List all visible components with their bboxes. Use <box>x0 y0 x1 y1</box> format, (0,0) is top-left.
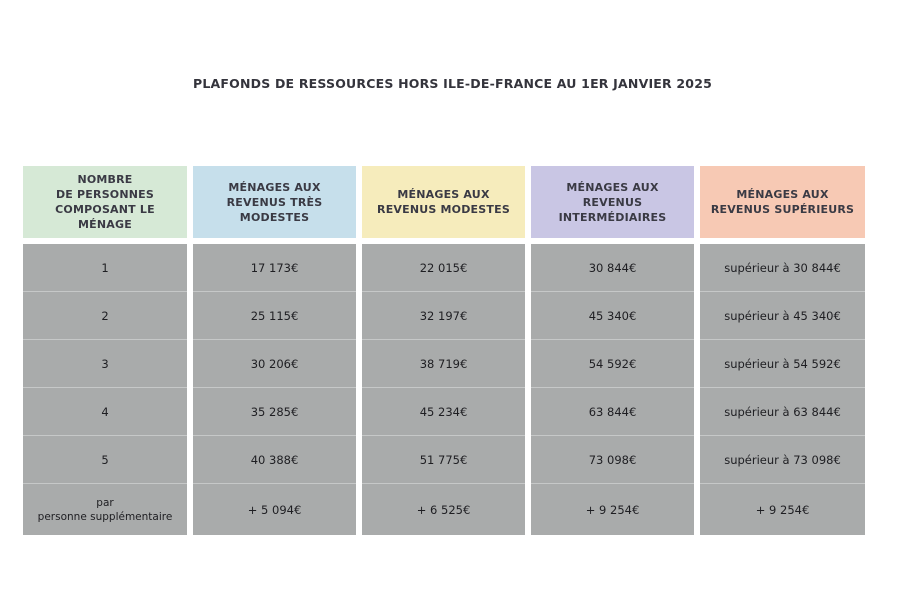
column-header-label: NOMBRE DE PERSONNES COMPOSANT LE MÉNAGE <box>55 173 155 231</box>
table-cell: + 9 254€ <box>755 502 810 517</box>
table-cell: 22 015€ <box>362 244 525 292</box>
table-cell: 40 388€ <box>193 436 356 484</box>
table-cell: supérieur à 54 592€ <box>700 340 865 388</box>
column-header-superior <box>700 166 865 238</box>
table-cell: 30 844€ <box>531 244 694 292</box>
table-cell: supérieur à 73 098€ <box>700 436 865 484</box>
table-cell: 51 775€ <box>362 436 525 484</box>
column-header-modest <box>362 166 525 238</box>
table-cell: supérieur à 63 844€ <box>700 388 865 436</box>
column-header-intermediate <box>531 166 694 238</box>
table-cell: 32 197€ <box>362 292 525 340</box>
table-cell: supérieur à 45 340€ <box>700 292 865 340</box>
column-header-label: MÉNAGES AUX REVENUS SUPÉRIEURS <box>710 188 855 216</box>
table-cell: 54 592€ <box>531 340 694 388</box>
column-header-very-modest <box>193 166 356 238</box>
column-very-modest <box>193 244 356 535</box>
column-header-label: MÉNAGES AUX REVENUS TRÈS MODESTES <box>226 180 323 224</box>
table-cell: 17 173€ <box>193 244 356 292</box>
table-cell: 38 719€ <box>362 340 525 388</box>
table-cell: 2 <box>23 292 187 340</box>
table-cell: 4 <box>23 388 187 436</box>
table-cell: supérieur à 30 844€ <box>700 244 865 292</box>
column-superior <box>700 244 865 535</box>
table-cell: + 6 525€ <box>416 502 471 517</box>
table-cell: 63 844€ <box>531 388 694 436</box>
page-title: PLAFONDS DE RESSOURCES HORS ILE-DE-FRANCE AU 1ER JANVIER 2025 <box>193 76 712 91</box>
table-cell: 73 098€ <box>531 436 694 484</box>
column-header-label: MÉNAGES AUX REVENUS INTERMÉDIAIRES <box>558 180 667 224</box>
table-cell: 30 206€ <box>193 340 356 388</box>
table-cell: 5 <box>23 436 187 484</box>
column-household-size <box>23 244 187 535</box>
table-cell: 45 234€ <box>362 388 525 436</box>
table-cell: par personne supplémentaire <box>37 496 173 523</box>
table-cell: + 5 094€ <box>247 502 302 517</box>
column-modest <box>362 244 525 535</box>
column-header-label: MÉNAGES AUX REVENUS MODESTES <box>377 188 510 216</box>
column-header-household-size <box>23 166 187 238</box>
table-cell: 1 <box>23 244 187 292</box>
table-cell: 35 285€ <box>193 388 356 436</box>
table-cell: + 9 254€ <box>585 502 640 517</box>
table-cell: 45 340€ <box>531 292 694 340</box>
table-cell: 3 <box>23 340 187 388</box>
table-cell: 25 115€ <box>193 292 356 340</box>
column-intermediate <box>531 244 694 535</box>
